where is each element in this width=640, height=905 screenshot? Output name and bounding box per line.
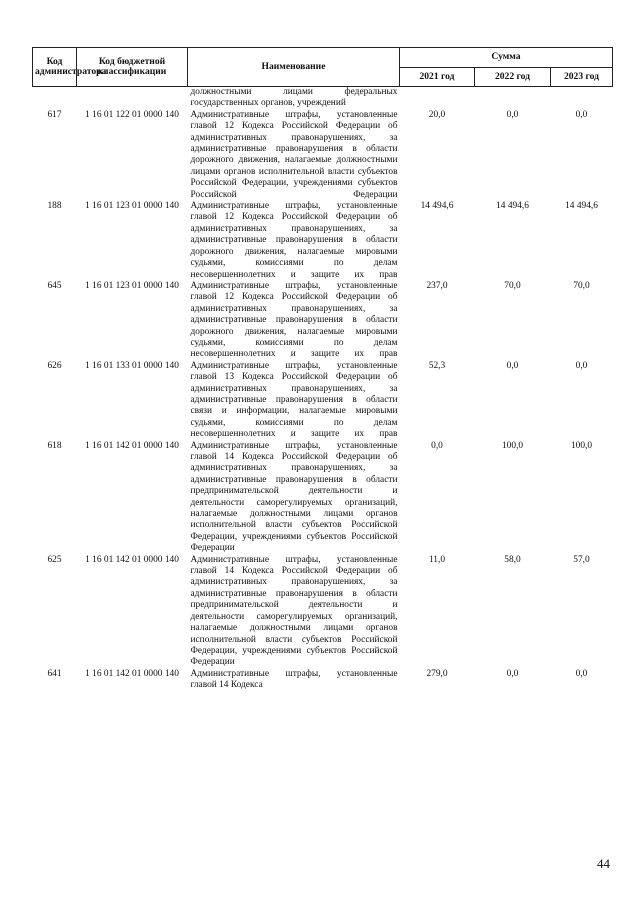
amount-2021-cell: 237,0 [426,280,448,291]
continuation-row [33,87,613,110]
admin-code-cell: 625 [47,554,62,565]
admin-code-cell: 641 [47,668,62,679]
amount-2023-cell: 14 494,6 [565,201,598,212]
header-admin-code: Код администратора [33,48,77,87]
name-cell: Административные штрафы, установленные главой 12 Кодекса Российской Федерации об административных правонарушениях, за административные правонарушения в области дорожного движения, налагаемые мировыми судьями, комиссиями по делам несовершеннолетних и защите их прав [190,280,398,360]
table-row [33,555,613,669]
admin-code-cell: 617 [47,109,62,120]
admin-code-cell: 618 [47,440,62,451]
name-cell: Административные штрафы, установленные главой 14 Кодекса Российской Федерации об административных правонарушениях, за административные правонарушения в области предпринимательской деятельности и деятельности саморегулируемых организаций, налагаемые должностными лицами органов исполнительной власти субъектов Российской Федерации, учреждениями субъектов Российской Федерации [190,554,398,668]
table-header-row [33,48,613,68]
table-row [33,669,613,692]
name-cell: Административные штрафы, установленные главой 12 Кодекса Российской Федерации об административных правонарушениях, за административные правонарушения в области дорожного движения, налагаемые должностными лицами органов исполнительной власти субъектов Российской Федерации, учреждениями субъектов Российской Федерации [190,109,398,200]
amount-2023-cell: 70,0 [573,280,590,291]
amount-2022-cell: 70,0 [504,280,521,291]
amount-2023-cell: 0,0 [575,109,588,120]
name-cell: Административные штрафы, установленные главой 14 Кодекса [190,668,398,691]
name-cell: Административные штрафы, установленные главой 13 Кодекса Российской Федерации об административных правонарушениях, за административные правонарушения в области связи и информации, налагаемые мировыми судьями, комиссиями по делам несовершеннолетних и защите их прав [190,360,398,440]
header-name: Наименование [188,48,400,87]
amount-2022-cell: 100,0 [501,440,524,451]
amount-2021-cell: 11,0 [428,554,446,565]
budget-code-cell: 1 16 01 123 01 0000 140 [85,280,179,291]
budget-code-cell: 1 16 01 142 01 0000 140 [85,440,179,451]
header-year-2021: 2021 год [400,68,475,87]
amount-2021-cell: 20,0 [428,109,446,120]
amount-2023-cell: 57,0 [573,554,590,565]
amount-2023-cell: 100,0 [570,440,593,451]
budget-code-cell: 1 16 01 133 01 0000 140 [85,360,179,371]
document-page [32,47,612,692]
header-year-2023: 2023 год [551,68,613,87]
budget-code-cell: 1 16 01 142 01 0000 140 [85,668,179,679]
revenue-table [32,47,613,692]
table-row [33,361,613,441]
table-row [33,201,613,281]
name-cell: Административные штрафы, установленные главой 12 Кодекса Российской Федерации об административных правонарушениях, за административные правонарушения в области дорожного движения, налагаемые мировыми судьями, комиссиями по делам несовершеннолетних и защите их прав [190,201,398,280]
continuation-text: должностными лицами федеральных государственных органов, учреждений [190,87,398,109]
amount-2022-cell: 14 494,6 [496,201,529,212]
table-row [33,281,613,361]
header-year-2022: 2022 год [475,68,551,87]
amount-2021-cell: 52,3 [428,360,446,371]
budget-code-cell: 1 16 01 123 01 0000 140 [85,201,179,212]
table-row [33,110,613,201]
admin-code-cell: 626 [47,360,62,371]
amount-2022-cell: 0,0 [506,109,519,120]
page-number: 44 [597,856,610,871]
budget-code-cell: 1 16 01 122 01 0000 140 [85,109,179,120]
header-budget-code: Код бюджетной классификации [77,48,188,87]
amount-2022-cell: 0,0 [506,360,519,371]
budget-code-cell: 1 16 01 142 01 0000 140 [85,554,179,565]
amount-2021-cell: 279,0 [426,668,448,679]
amount-2021-cell: 0,0 [431,440,443,451]
admin-code-cell: 188 [47,201,62,212]
table-row [33,441,613,555]
header-sum: Сумма [400,48,613,68]
amount-2023-cell: 0,0 [575,360,588,371]
admin-code-cell: 645 [47,280,62,291]
amount-2022-cell: 58,0 [504,554,521,565]
amount-2023-cell: 0,0 [575,668,588,679]
name-cell: Административные штрафы, установленные главой 14 Кодекса Российской Федерации об административных правонарушениях, за административные правонарушения в области предпринимательской деятельности и деятельности саморегулируемых организаций, налагаемые должностными лицами органов исполнительной власти субъектов Российской Федерации, учреждениями субъектов Российской Федерации [190,440,398,554]
amount-2022-cell: 0,0 [506,668,519,679]
amount-2021-cell: 14 494,6 [420,201,454,212]
